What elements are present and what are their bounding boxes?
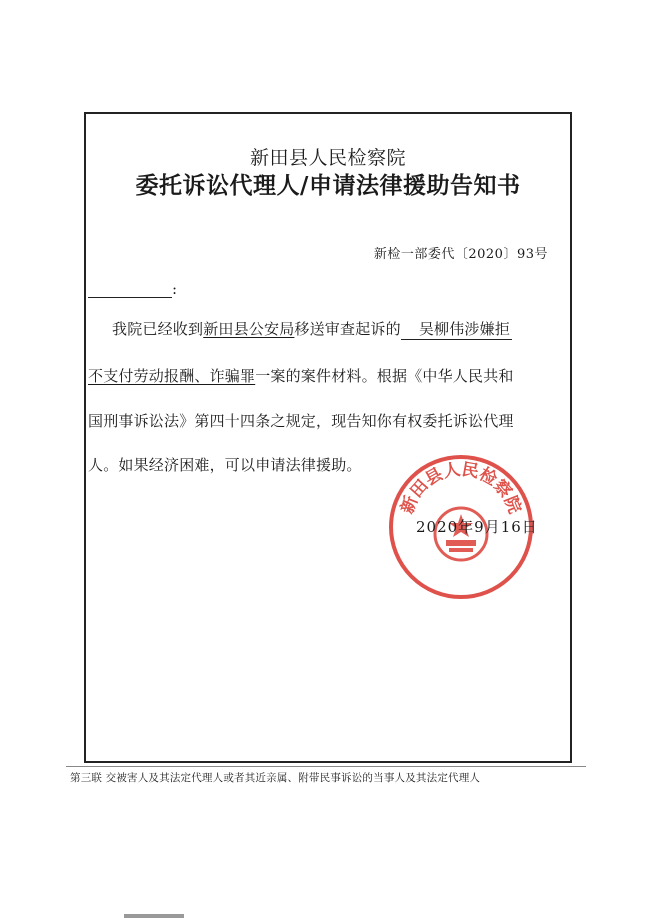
body-line-1: [112, 318, 512, 340]
body-line-2: [88, 365, 514, 386]
document-number: 新检一部委代〔2020〕93号: [373, 247, 548, 262]
addressee-blank: [88, 283, 172, 298]
charge-description: 不支付劳动报酬、诈骗罪: [88, 367, 256, 385]
issue-date: 2020年9月16日: [416, 518, 538, 536]
transferring-agency: 新田县公安局: [203, 320, 295, 338]
body-text: 一案的案件材料。根据《中华人民共和: [255, 367, 514, 385]
body-line-3: 国刑事诉讼法》第四十四条之规定，现告知你有权委托诉讼代理: [88, 412, 514, 430]
footer-divider: [66, 766, 586, 767]
organization-name: 新田县人民检察院: [249, 147, 406, 169]
scan-mark: [124, 914, 184, 918]
body-text: 我院已经收到: [112, 320, 204, 338]
addressee-line: [88, 280, 177, 298]
seal-text: 新田县人民检察院: [397, 459, 525, 517]
suspect-name: 吴柳伟涉嫌拒: [401, 318, 512, 340]
footer-note: 第三联 交被害人及其法定代理人或者其近亲属、附带民事诉讼的当事人及其法定代理人: [70, 772, 481, 784]
body-line-4: 人。如果经济困难，可以申请法律援助。: [88, 456, 362, 474]
body-text: 移送审查起诉的: [294, 320, 401, 338]
document-title: 委托诉讼代理人/申请法律援助告知书: [135, 172, 521, 199]
addressee-colon: :: [172, 280, 178, 298]
document-border: [84, 112, 572, 763]
